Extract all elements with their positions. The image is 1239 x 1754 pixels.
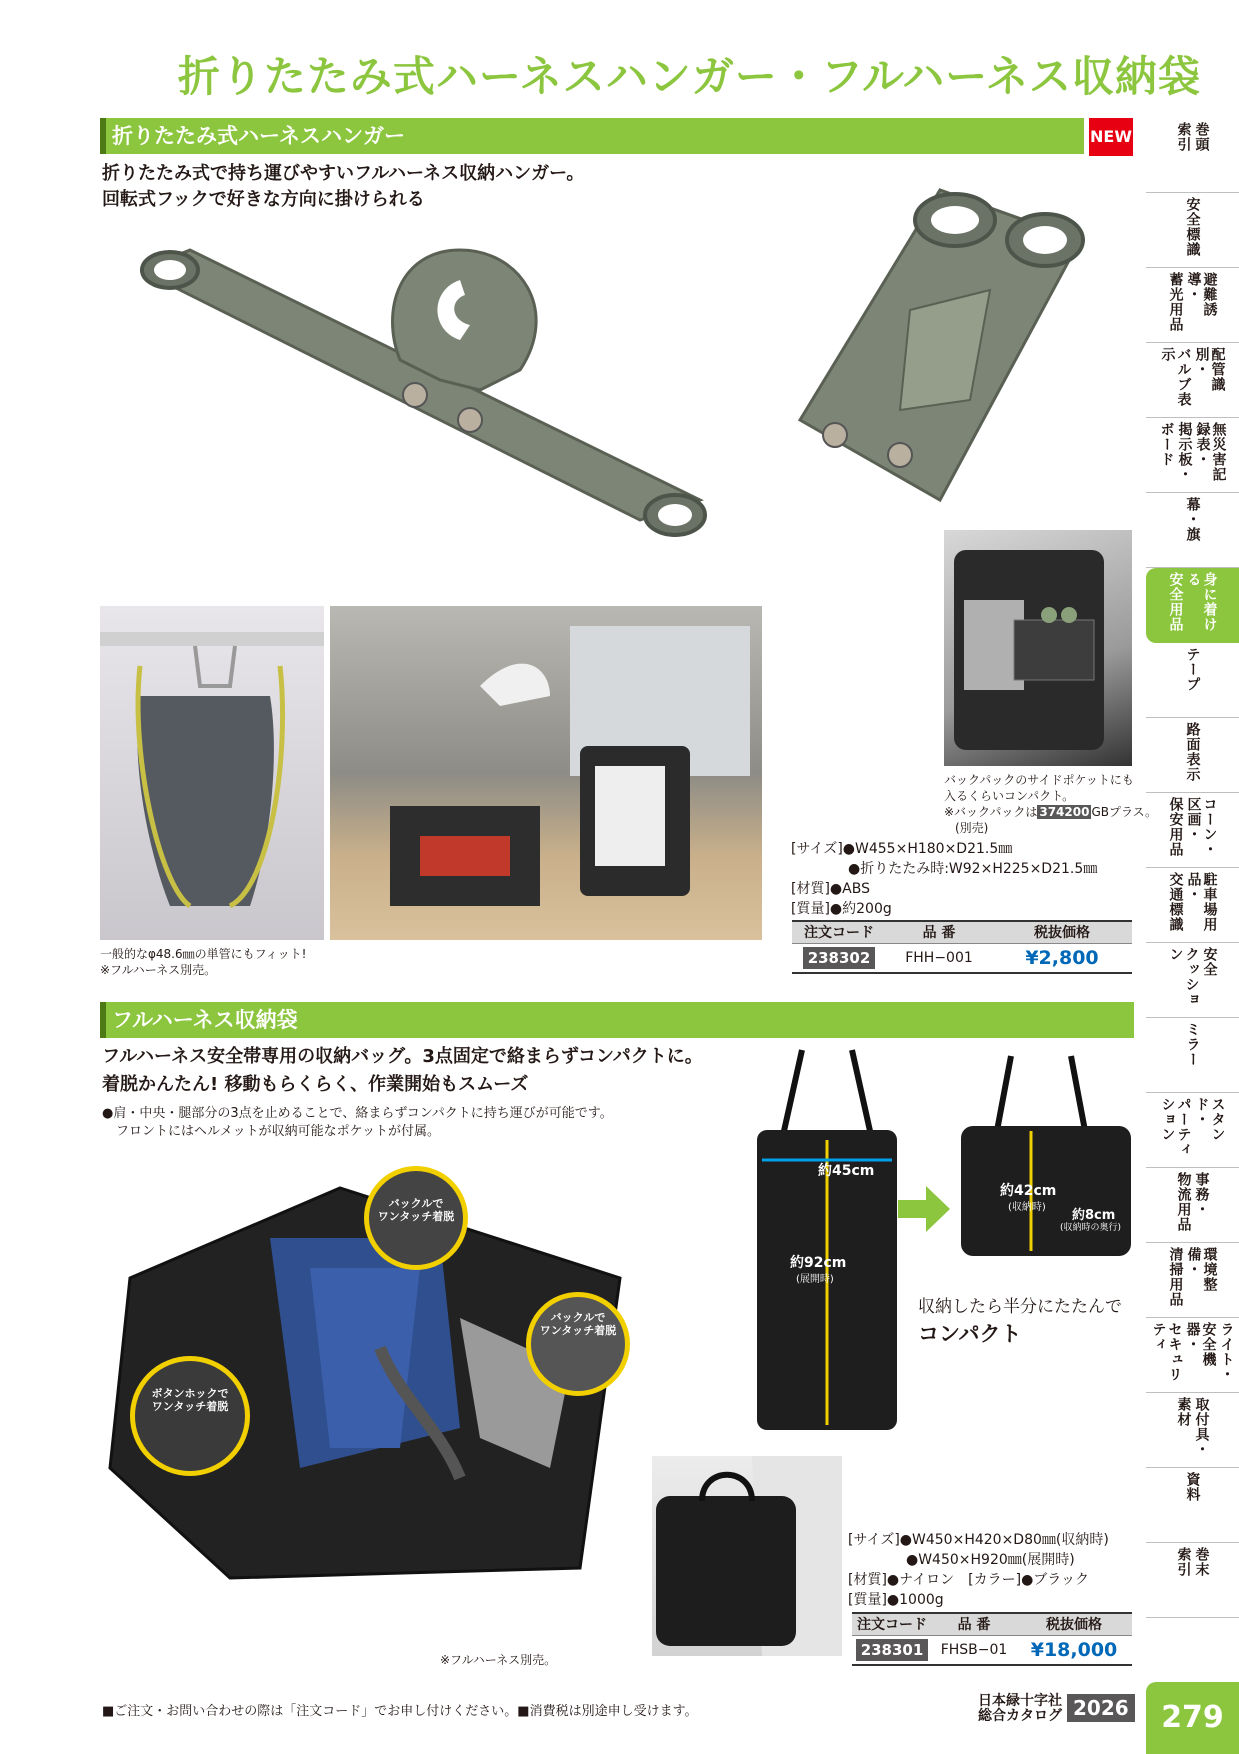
side-index-label: 駐車場用品・ [1185, 872, 1218, 932]
pipe-hanging-photo [100, 606, 324, 940]
order-code: 238301 [856, 1639, 929, 1661]
backpack-caption-2: 入るくらいコンパクト。 [944, 789, 1075, 803]
price: ¥2,800 [1025, 946, 1099, 969]
dim-height-open-sub: (展開時) [796, 1274, 834, 1285]
bag-spec-size: [サイズ]●W450×H420×D80㎜(収納時) [848, 1532, 1109, 1548]
bag-order-table [852, 1612, 1132, 1666]
new-badge: NEW [1089, 118, 1133, 156]
side-index-label: テープ [1184, 647, 1201, 692]
hanger-spec-size: [サイズ]●W455×H180×D21.5㎜ [791, 841, 1013, 857]
col-price: 税抜価格 [1016, 1613, 1132, 1635]
side-index-label: スタンド・ [1193, 1097, 1226, 1142]
van-interior-photo [330, 606, 762, 940]
bag-spec-size-open: ●W450×H920㎜(展開時) [906, 1552, 1075, 1568]
section-title: フルハーネス収納袋 [112, 1008, 298, 1032]
side-index-label: 配管識別・ [1193, 347, 1226, 392]
side-index-label: 巻頭 [1193, 122, 1210, 152]
col-price: 税抜価格 [992, 921, 1132, 943]
side-index-label: 巻末 [1193, 1547, 1210, 1577]
side-index-label: ライト・ [1218, 1322, 1235, 1382]
side-index-label: バルブ表示 [1159, 347, 1192, 407]
side-index-label: 無災害記録表・ [1194, 422, 1227, 482]
side-index-label: ミラー [1184, 1022, 1201, 1067]
bag-lead-1: フルハーネス安全帯専用の収納バッグ。3点固定で絡まらずコンパクトに。 [102, 1046, 703, 1067]
side-index-label: 安全標識 [1184, 197, 1201, 257]
dim-height-folded: 約42cm [1000, 1183, 1057, 1199]
side-index [1146, 118, 1239, 1618]
page-number: 279 [1146, 1682, 1239, 1754]
side-index-tab[interactable] [1146, 793, 1239, 868]
side-index-label: パーティション [1159, 1097, 1192, 1157]
part-number: FHH−001 [886, 943, 992, 973]
col-part-number: 品 番 [886, 921, 992, 943]
hanger-order-table [792, 920, 1132, 974]
hanger-spec-folded: ●折りたたみ時:W92×H225×D21.5㎜ [848, 861, 1098, 877]
side-index-label: 交通標識 [1167, 872, 1184, 932]
bag-bullet-1: ●肩・中央・腿部分の3点を止めることで、絡まらずコンパクトに持ち運びが可能です。 [102, 1106, 613, 1121]
hanger-spec-material: [材質]●ABS [791, 881, 870, 897]
side-index-label: 保安用品 [1167, 797, 1184, 857]
section-header-bag [100, 1002, 1134, 1038]
side-index-tab[interactable] [1146, 1543, 1239, 1618]
side-index-label: 清掃用品 [1167, 1247, 1184, 1307]
side-index-tab[interactable] [1146, 1318, 1239, 1393]
side-index-label: 環境整備・ [1185, 1247, 1218, 1292]
side-index-tab[interactable] [1146, 1168, 1239, 1243]
side-index-tab[interactable] [1146, 1393, 1239, 1468]
side-index-label: 資料 [1184, 1472, 1201, 1502]
side-index-label: 掲示板・ [1176, 422, 1193, 482]
side-index-tab[interactable] [1146, 343, 1239, 418]
side-index-label: 避難誘導・ [1185, 272, 1218, 317]
side-index-tab[interactable] [1146, 118, 1239, 193]
callout-thigh: ボタンホックで ワンタッチ着脱 [130, 1356, 250, 1476]
side-index-label: クッション [1167, 947, 1200, 1007]
side-index-label: 索引 [1175, 122, 1192, 152]
bag-bullet-2: フロントにはヘルメットが収納可能なポケットが付属。 [116, 1124, 440, 1139]
col-part-number: 品 番 [932, 1613, 1016, 1635]
side-index-tab[interactable] [1146, 1093, 1239, 1168]
bag-carried-photo [652, 1456, 842, 1656]
side-index-tab[interactable] [1146, 868, 1239, 943]
fold-text-1: 収納したら半分にたたんで [918, 1297, 1122, 1317]
arrow-icon [898, 1186, 950, 1232]
bag-lead-2: 着脱かんたん! 移動もらくらく、作業開始もスムーズ [102, 1074, 529, 1095]
side-index-tab[interactable] [1146, 943, 1239, 1018]
side-index-label: 幕・旗 [1184, 497, 1201, 542]
bag-spec-weight: [質量]●1000g [848, 1592, 944, 1608]
side-index-tab[interactable] [1146, 643, 1239, 718]
hanger-lead-2: 回転式フックで好きな方向に掛けられる [102, 189, 425, 210]
page-title: 折りたたみ式ハーネスハンガー・フルハーネス収納袋 [177, 52, 1201, 101]
dim-depth-sub: (収納時の奥行) [1060, 1223, 1122, 1233]
pipe-caption-2: ※フルハーネス別売。 [100, 963, 217, 977]
table-row [792, 943, 1132, 973]
backpack-photo [944, 530, 1132, 766]
side-index-tab[interactable] [1146, 718, 1239, 793]
col-order-code: 注文コード [792, 921, 886, 943]
side-index-label: 物流用品 [1175, 1172, 1192, 1232]
pipe-caption-1: 一般的なφ48.6㎜の単管にもフィット! [100, 947, 307, 961]
col-order-code: 注文コード [852, 1613, 932, 1635]
bag-folded-image [956, 1046, 1136, 1266]
side-index-tab[interactable] [1146, 493, 1239, 568]
side-index-tab[interactable] [1146, 568, 1239, 643]
side-index-label: 取付具・ [1193, 1397, 1210, 1457]
callout-shoulder: バックルで ワンタッチ着脱 [364, 1166, 468, 1270]
dim-width: 約45cm [818, 1163, 875, 1179]
footer-note: ■ご注文・お問い合わせの際は「注文コード」でお申し付けください。■消費税は別途申し受けます。 [102, 1704, 698, 1719]
side-index-label: 安全用品 [1167, 572, 1184, 632]
section-header-hanger [100, 118, 1084, 154]
backpack-caption-1: バックパックのサイドポケットにも [944, 773, 1134, 787]
hanger-lead-1: 折りたたみ式で持ち運びやすいフルハーネス収納ハンガー。 [102, 163, 585, 184]
dim-height-folded-sub: (収納時) [1008, 1202, 1046, 1213]
catalog-name: 日本緑十字社 総合カタログ [978, 1693, 1062, 1724]
hanger-spec-weight: [質量]●約200g [791, 901, 892, 917]
side-index-tab[interactable] [1146, 1018, 1239, 1093]
section-title: 折りたたみ式ハーネスハンガー [112, 124, 405, 148]
side-index-label: ボード [1158, 422, 1175, 467]
side-index-tab[interactable] [1146, 193, 1239, 268]
side-index-tab[interactable] [1146, 418, 1239, 493]
catalog-year: 2026 [1067, 1694, 1135, 1722]
order-code: 238302 [803, 947, 876, 969]
backpack-caption-4: (別売) [955, 821, 989, 835]
side-index-label: 蓄光用品 [1167, 272, 1184, 332]
hanger-open-image [140, 230, 780, 570]
table-row [852, 1635, 1132, 1665]
bag-spec-material: [材質]●ナイロン [カラー]●ブラック [848, 1572, 1090, 1588]
harness-note: ※フルハーネス別売。 [440, 1653, 557, 1667]
backpack-caption-3: ※バックパックは 374200 GBプラス。 [944, 805, 1157, 819]
side-index-label: コーン・区画・ [1185, 797, 1218, 857]
part-number: FHSB−01 [932, 1635, 1016, 1665]
side-index-label: セキュリティ [1150, 1322, 1183, 1382]
side-index-label: 路面表示 [1184, 722, 1201, 782]
dim-depth: 約8cm [1072, 1208, 1116, 1223]
side-index-tab[interactable] [1146, 1468, 1239, 1543]
dim-height-open: 約92cm [790, 1255, 847, 1271]
bag-unfolded-image [752, 1040, 902, 1440]
side-index-label: 安全機器・ [1184, 1322, 1217, 1367]
side-index-label: 素材 [1175, 1397, 1192, 1427]
side-index-tab[interactable] [1146, 268, 1239, 343]
side-index-label: 事務・ [1193, 1172, 1210, 1217]
side-index-tab[interactable] [1146, 1243, 1239, 1318]
side-index-label: 安全 [1201, 947, 1218, 977]
fold-text-2: コンパクト [918, 1322, 1022, 1346]
hanger-folded-image [790, 180, 1090, 510]
callout-center: バックルで ワンタッチ着脱 [526, 1292, 630, 1396]
side-index-label: 索引 [1175, 1547, 1192, 1577]
price: ¥18,000 [1030, 1638, 1118, 1661]
side-index-label: 身に着ける [1185, 572, 1218, 632]
